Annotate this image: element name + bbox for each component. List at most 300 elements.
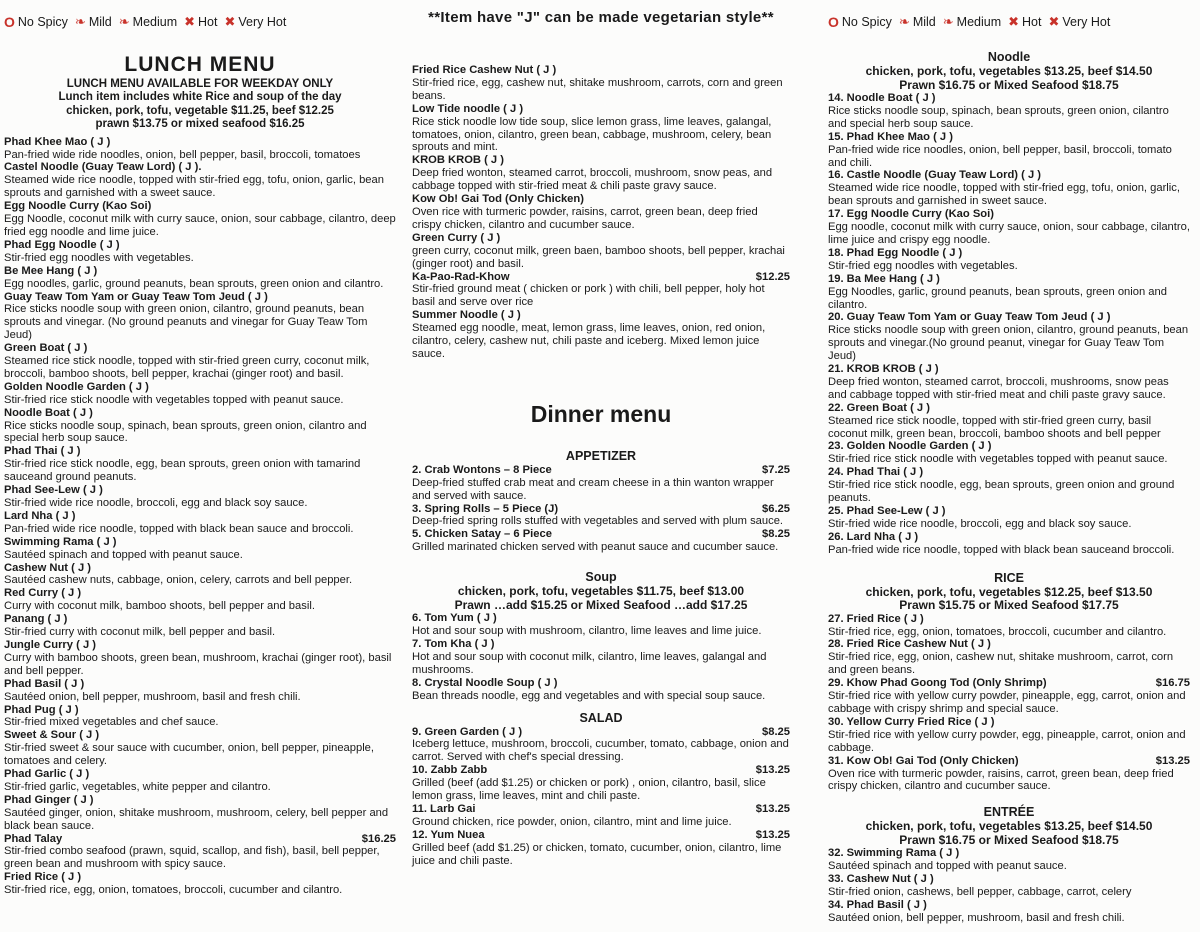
menu-item-description: Steamed wide rice noodle, topped with stir-fried egg, tofu, onion, garlic, bean sprouts and garnished with a sweet sauce.: [4, 174, 384, 200]
menu-item-name: Phad Thai ( J ): [4, 445, 81, 458]
menu-item: [828, 131, 1190, 170]
menu-item-name: 23. Golden Noodle Garden ( J ): [828, 440, 992, 453]
legend-medium: ❧︎ Medium: [118, 14, 178, 29]
lunch-subtitle-1: LUNCH MENU AVAILABLE FOR WEEKDAY ONLY: [66, 78, 334, 90]
menu-item: [4, 200, 396, 239]
lunch-column: [4, 0, 396, 897]
menu-item: [828, 531, 1190, 557]
menu-item-header: [828, 363, 1190, 376]
menu-item-header: [4, 613, 396, 626]
menu-item-header: [828, 466, 1190, 479]
menu-item-description: Pan-fried wide rice noodle, topped with black bean sauceand broccoli.: [828, 543, 1175, 556]
menu-item-name: Guay Teaw Tom Yam or Guay Teaw Tom Jeud ( J ): [4, 290, 268, 303]
menu-item-description: Stir-fried rice stick noodle with vegetables topped with peanut sauce.: [828, 453, 1168, 466]
spice-legend-right: [828, 0, 1190, 40]
menu-item-description: Stir-fried ground meat ( chicken or pork ) with chili, bell pepper, holy hot basil and serve over rice: [412, 283, 765, 309]
middle-column: [412, 0, 790, 868]
menu-item: [412, 803, 790, 829]
menu-item: [412, 528, 790, 554]
menu-item-header: [412, 503, 790, 516]
menu-item: [4, 704, 396, 730]
menu-item-header: [828, 677, 1190, 690]
menu-item-description: Oven rice with turmeric powder, raisins, carrot, green bean, deep fried crispy chicken, cilantro and cucumber sauce.: [828, 767, 1174, 793]
menu-item-header: [412, 677, 790, 690]
noodle-title: Noodle: [987, 50, 1031, 64]
menu-item-header: [828, 440, 1190, 453]
rice-prices-2: Prawn $15.75 or Mixed Seafood $17.75: [899, 598, 1119, 613]
menu-item-name: 3. Spring Rolls – 5 Piece (J): [412, 502, 559, 515]
menu-item: [412, 726, 790, 765]
appetizer-title: APPETIZER: [565, 448, 637, 463]
menu-item-name: Castel Noodle (Guay Teaw Lord) ( J ).: [4, 161, 202, 174]
spice-legend-left: [4, 0, 396, 40]
menu-item: [4, 536, 396, 562]
menu-item: [4, 794, 396, 833]
lunch-subtitle-2: Lunch item includes white Rice and soup of the day: [58, 91, 342, 104]
menu-item-header: [4, 484, 396, 497]
menu-item-header: [412, 309, 790, 322]
menu-item-header: [828, 273, 1190, 286]
menu-item-name: 19. Ba Mee Hang ( J ): [828, 272, 940, 285]
menu-item-header: [828, 402, 1190, 415]
menu-item-header: [4, 407, 396, 420]
noodle-prices-2: Prawn $16.75 or Mixed Seafood $18.75: [899, 77, 1119, 92]
menu-item-header: [828, 638, 1190, 651]
menu-item-header: [4, 161, 396, 174]
appetizer-list: [412, 464, 790, 554]
lunch-prices-2: prawn $13.75 or mixed seafood $16.25: [95, 118, 305, 131]
menu-item-header: [4, 510, 396, 523]
menu-item: [828, 847, 1190, 873]
menu-item-header: [4, 587, 396, 600]
menu-item-name: 14. Noodle Boat ( J ): [828, 92, 936, 104]
menu-item-description: Curry with bamboo shoots, green bean, mushroom, krachai (ginger root), basil and bell pepper.: [4, 651, 392, 677]
menu-item: [412, 309, 790, 361]
menu-item-header: [4, 833, 396, 846]
menu-item-name: Be Mee Hang ( J ): [4, 264, 98, 277]
menu-item-price: $16.25: [361, 832, 396, 845]
legend-no-spicy: O No Spicy: [828, 14, 892, 30]
menu-item-name: 18. Phad Egg Noodle ( J ): [828, 246, 963, 259]
menu-item: [828, 755, 1190, 794]
menu-item-description: Deep fried wonton, steamed carrot, broccoli, mushroom, snow peas, and cabbage topped with stir-fried meat & chili paste gravy sauce.: [412, 167, 773, 193]
menu-item-name: 7. Tom Kha ( J ): [412, 638, 495, 650]
menu-item-description: Grilled beef (add $1.25) or chicken, tomato, cucumber, onion, cilantro, lime juice and chili paste.: [412, 841, 782, 867]
menu-item: [828, 899, 1190, 925]
menu-item-header: [412, 154, 790, 167]
menu-item: [828, 169, 1190, 208]
menu-item: [412, 677, 790, 703]
menu-item-name: Phad See-Lew ( J ): [4, 484, 103, 497]
menu-item-description: Stir-fried rice with yellow curry powder, egg, pineapple, carrot, onion and cabbage.: [828, 728, 1186, 754]
menu-item-name: Phad Talay: [4, 832, 63, 845]
menu-item-name: 29. Khow Phad Goong Tod (Only Shrimp): [828, 677, 1047, 690]
menu-item-header: [4, 239, 396, 252]
menu-item-header: [828, 92, 1190, 105]
menu-item-description: Stir-fried garlic, vegetables, white pepper and cilantro.: [4, 780, 271, 793]
menu-item-description: Stir-fried egg noodles with vegetables.: [4, 251, 194, 264]
menu-item: [4, 613, 396, 639]
menu-item-description: Stir-fried rice with yellow curry powder, pineapple, egg, carrot, onion and cabbage with crispy shrimp and special sauce.: [828, 690, 1186, 715]
menu-item-description: Stir-fried sweet & sour sauce with cucumber, onion, bell pepper, pineapple, tomatoes and celery.: [4, 742, 375, 768]
menu-item-description: Egg Noodle, coconut milk with curry sauce, onion, sour cabbage, cilantro, deep fried egg noodle and lime juice.: [4, 213, 396, 238]
menu-item: [828, 363, 1190, 402]
menu-item: [4, 833, 396, 872]
menu-item: [4, 678, 396, 704]
menu-item-name: 25. Phad See-Lew ( J ): [828, 505, 946, 517]
menu-item-description: Stir-fried rice stick noodle with vegetables topped with peanut sauce.: [4, 393, 344, 406]
menu-item: [4, 768, 396, 794]
menu-item-name: Phad Ginger ( J ): [4, 793, 94, 806]
lunch-title: LUNCH MENU: [124, 53, 276, 76]
entree-prices-1: chicken, pork, tofu, vegetables $13.25, beef $14.50: [865, 819, 1153, 834]
menu-item-header: [412, 726, 790, 739]
menu-item: [4, 161, 396, 200]
menu-item-header: [4, 562, 396, 575]
menu-item-price: $13.25: [755, 764, 790, 777]
menu-item-header: [4, 871, 396, 884]
menu-item-name: 26. Lard Nha ( J ): [828, 530, 919, 543]
menu-item-header: [4, 704, 396, 717]
menu-item-description: Pan-fried wide rice noodle, topped with black bean sauce and broccoli.: [4, 522, 354, 535]
menu-item-description: Stir-fried rice, egg, onion, cashew nut, shitake mushroom, carrot, corn and green beans.: [828, 651, 1174, 677]
menu-item-name: 17. Egg Noodle Curry (Kao Soi): [828, 208, 994, 221]
legend-hot: ✖ Hot: [184, 14, 218, 29]
menu-item-name: 27. Fried Rice ( J ): [828, 612, 924, 625]
menu-item-description: Sautéed spinach and topped with peanut sauce.: [4, 548, 243, 561]
menu-item-name: Phad Basil ( J ): [4, 677, 85, 690]
menu-item-description: Stir-fried wide rice noodle, broccoli, egg and black soy sauce.: [4, 497, 308, 509]
menu-item-description: Steamed rice stick noodle, topped with stir-fried green curry, coconut milk, broccoli, bamboo shoots, bell pepper, krachai (ginger root) and basil.: [4, 355, 370, 380]
menu-item-description: Rice sticks noodle soup, spinach, bean sprouts, green onion, cilantro and special herb soup sauce.: [4, 419, 367, 445]
menu-item-header: [412, 612, 790, 625]
menu-item-description: Rice sticks noodle soup, spinach, bean sprouts, green onion, cilantro and special herb soup sauce.: [828, 104, 1169, 130]
menu-item-description: Grilled (beef (add $1.25) or chicken or pork) , onion, cilantro, basil, slice lemon grass, lime leaves, mint and chili paste.: [412, 777, 766, 803]
menu-item-header: [828, 169, 1190, 182]
salad-list: [412, 726, 790, 868]
menu-item-description: Egg Noodles, garlic, ground peanuts, bean sprouts, green onion and cilantro.: [828, 285, 1167, 311]
menu-item-price: $6.25: [762, 502, 790, 515]
menu-item: [4, 871, 396, 897]
menu-item-header: [4, 136, 396, 149]
menu-item-name: Ka-Pao-Rad-Khow: [412, 270, 510, 283]
menu-item: [828, 505, 1190, 531]
menu-item-name: 20. Guay Teaw Tom Yam or Guay Teaw Tom Jeud ( J ): [828, 311, 1111, 324]
hot-pepper-icon: ✖: [1008, 14, 1020, 29]
menu-item-price: $13.25: [755, 802, 790, 815]
menu-item: [4, 342, 396, 381]
menu-item-header: [828, 247, 1190, 260]
menu-item: [828, 273, 1190, 312]
menu-item-header: [828, 613, 1190, 626]
menu-item-description: Stir-fried onion, cashews, bell pepper, cabbage, carrot, celery: [828, 886, 1132, 899]
menu-item-description: Sautéed ginger, onion, shitake mushroom, mushroom, celery, bell pepper and black bean sauce.: [4, 806, 389, 832]
menu-item-description: Pan-fried wide ride noodles, onion, bell pepper, basil, broccoli, tomatoes: [4, 148, 361, 161]
menu-item-name: 24. Phad Thai ( J ): [828, 466, 924, 479]
menu-item: [412, 503, 790, 529]
menu-item: [828, 613, 1190, 639]
menu-item-header: [412, 103, 790, 116]
menu-item-header: [4, 200, 396, 213]
soup-prices-2: Prawn …add $15.25 or Mixed Seafood …add $17.25: [454, 597, 748, 612]
menu-item-price: $7.25: [762, 463, 790, 476]
menu-item-name: Summer Noodle ( J ): [412, 309, 521, 322]
legend-very-hot: ✖ Very Hot: [1048, 14, 1111, 29]
menu-item-name: Jungle Curry ( J ): [4, 638, 97, 651]
menu-item-header: [4, 678, 396, 691]
menu-item: [412, 638, 790, 677]
legend-no-spicy: O No Spicy: [4, 14, 68, 30]
menu-item-header: [412, 829, 790, 842]
vegetarian-banner: **Item have "J" can be made vegetarian style**: [428, 9, 774, 26]
menu-item-price: $8.25: [762, 528, 790, 541]
menu-item-header: [4, 342, 396, 355]
menu-item-name: Lard Nha ( J ): [4, 509, 76, 522]
very-hot-pepper-icon: ✖: [224, 14, 236, 29]
menu-item-price: $13.25: [755, 828, 790, 841]
menu-item-header: [828, 208, 1190, 221]
menu-item: [4, 239, 396, 265]
menu-item-description: Stir-fried rice stick noodle, egg, bean sprouts, green onion with tamarind sauceand ground peanuts.: [4, 458, 361, 484]
medium-pepper-icon: ❧︎: [942, 14, 954, 29]
menu-item-description: Egg noodles, garlic, ground peanuts, bean sprouts, green onion and cilantro.: [4, 277, 384, 290]
menu-item-header: [4, 536, 396, 549]
menu-item-name: 22. Green Boat ( J ): [828, 401, 930, 414]
hot-pepper-icon: ✖: [184, 14, 196, 29]
menu-item: [828, 677, 1190, 716]
menu-item-price: $16.75: [1155, 677, 1190, 690]
soup-prices-1: chicken, pork, tofu, vegetables $11.75, beef $13.00: [457, 584, 745, 599]
menu-item-header: [4, 291, 396, 304]
menu-item-name: 10. Zabb Zabb: [412, 764, 488, 777]
menu-item-name: Red Curry ( J ): [4, 587, 82, 600]
menu-item-name: 16. Castle Noodle (Guay Teaw Lord) ( J ): [828, 169, 1042, 182]
menu-item-name: Green Curry ( J ): [412, 231, 501, 244]
menu-item: [4, 484, 396, 510]
menu-item: [4, 265, 396, 291]
menu-item-description: Rice sticks noodle soup with green onion, cilantro, ground peanuts, bean sprouts and vinegar.(No ground peanut, vinegar for Guay Teaw Tom Jeud): [828, 324, 1189, 363]
mild-pepper-icon: ❧: [74, 14, 86, 29]
menu-item-description: Rice stick noodle low tide soup, slice lemon grass, lime leaves, galangal, tomatoes, onion, cilantro, green bean, cabbage, mushroom, celery, bean sprouts and mint.: [412, 115, 772, 154]
legend-medium: ❧︎ Medium: [942, 14, 1002, 29]
menu-item: [4, 562, 396, 588]
menu-item-price: $12.25: [755, 270, 790, 283]
menu-item-name: Phad Pug ( J ): [4, 703, 79, 716]
menu-item: [828, 247, 1190, 273]
menu-item-header: [828, 131, 1190, 144]
menu-item-description: Deep-fried stuffed crab meat and cream cheese in a thin wanton wrapper and served with sauce.: [412, 476, 774, 502]
menu-item-name: 9. Green Garden ( J ): [412, 725, 523, 738]
entree-title: ENTRÉE: [983, 805, 1035, 820]
menu-item-name: Fried Rice ( J ): [4, 871, 82, 884]
menu-item-name: Swimming Rama ( J ): [4, 535, 117, 548]
menu-item-name: 6. Tom Yum ( J ): [412, 612, 497, 625]
menu-item-header: [4, 794, 396, 807]
menu-item-name: Egg Noodle Curry (Kao Soi): [4, 200, 152, 213]
menu-item-description: green curry, coconut milk, green baen, bamboo shoots, bell pepper, krachai (ginger root) and basil.: [412, 244, 785, 270]
menu-item-description: Hot and sour soup with coconut milk, cilantro, lime leaves, galangal and mushrooms.: [412, 650, 767, 676]
menu-item-name: 12. Yum Nuea: [412, 828, 485, 841]
menu-item-name: 32. Swimming Rama ( J ): [828, 847, 960, 860]
menu-item-name: 33. Cashew Nut ( J ): [828, 873, 934, 886]
menu-item-price: $8.25: [762, 725, 790, 738]
no-spicy-icon: O: [4, 14, 15, 30]
menu-item-name: 11. Larb Gai: [412, 802, 476, 815]
menu-item-name: Phad Khee Mao ( J ): [4, 135, 111, 148]
menu-item-description: Steamed egg noodle, meat, lemon grass, lime leaves, onion, red onion, cilantro, celery, cashew nut, chili paste and iceberg. Mixed lemon juice sauce.: [412, 322, 766, 360]
menu-item: [412, 193, 790, 232]
menu-item-header: [412, 64, 790, 77]
menu-item: [4, 381, 396, 407]
rice-prices-1: chicken, pork, tofu, vegetables $12.25, beef $13.50: [865, 584, 1153, 599]
menu-item: [412, 612, 790, 638]
menu-item: [4, 587, 396, 613]
menu-item-name: KROB KROB ( J ): [412, 154, 504, 167]
lunch-header: [4, 52, 396, 132]
rice-title: RICE: [994, 570, 1024, 585]
menu-item: [4, 136, 396, 162]
dinner-column: [828, 0, 1190, 925]
menu-item-header: [412, 528, 790, 541]
menu-item: [412, 829, 790, 868]
menu-item-name: 28. Fried Rice Cashew Nut ( J ): [828, 638, 991, 651]
medium-pepper-icon: ❧︎: [118, 14, 130, 29]
menu-item-description: Sautéed spinach and topped with peanut sauce.: [828, 860, 1067, 873]
menu-item-name: Golden Noodle Garden ( J ): [4, 380, 149, 393]
menu-item-description: Bean threads noodle, egg and vegetables and with special soup sauce.: [412, 689, 766, 702]
menu-item-header: [828, 505, 1190, 518]
menu-item-header: [4, 768, 396, 781]
menu-item-name: 2. Crab Wontons – 8 Piece: [412, 463, 552, 476]
menu-item-description: Stir-fried combo seafood (prawn, squid, scallop, and fish), basil, bell pepper, green bean and mushroom with spicy sauce.: [4, 845, 380, 871]
menu-item-description: Stir-fried rice stick noodle, egg, bean sprouts, green onion and ground peanuts.: [828, 479, 1175, 505]
menu-item-header: [4, 639, 396, 652]
menu-item-description: Steamed wide rice noodle, topped with stir-fried egg, tofu, onion, garlic, bean sprouts and garnished in sweet sauce.: [828, 182, 1180, 208]
menu-item-name: 34. Phad Basil ( J ): [828, 898, 927, 911]
menu-item-name: 5. Chicken Satay – 6 Piece: [412, 528, 552, 541]
menu-item: [412, 232, 790, 271]
menu-item-header: [4, 445, 396, 458]
menu-item-description: Grilled marinated chicken served with peanut sauce and cucumber sauce.: [412, 541, 779, 554]
menu-item-description: Stir-fried wide rice noodle, broccoli, egg and black soy sauce.: [828, 517, 1132, 530]
menu-item: [828, 311, 1190, 363]
menu-item: [4, 291, 396, 343]
menu-item-description: Deep fried wonton, steamed carrot, broccoli, mushrooms, snow peas and cabbage topped with stir-fried meat and chili paste gravy sauce.: [828, 375, 1169, 401]
menu-item: [828, 440, 1190, 466]
mild-pepper-icon: ❧: [898, 14, 910, 29]
menu-item-name: Sweet & Sour ( J ): [4, 729, 100, 742]
menu-item: [828, 466, 1190, 505]
menu-item: [4, 445, 396, 484]
menu-item-name: Green Boat ( J ): [4, 342, 88, 355]
menu-item-name: Kow Ob! Gai Tod (Only Chicken): [412, 193, 584, 206]
menu-item-description: Sautéed onion, bell pepper, mushroom, basil and fresh chili.: [4, 690, 301, 703]
menu-item-name: 30. Yellow Curry Fried Rice ( J ): [828, 715, 995, 728]
menu-item-name: 15. Phad Khee Mao ( J ): [828, 130, 953, 143]
salad-title: SALAD: [579, 710, 623, 725]
menu-item: [828, 208, 1190, 247]
menu-item-name: Fried Rice Cashew Nut ( J ): [412, 64, 557, 76]
menu-item-header: [412, 232, 790, 245]
menu-item-description: Steamed rice stick noodle, topped with stir-fried green curry, basil coconut milk, green bean, broccoli, bamboo shoots and bell pepper: [828, 414, 1161, 440]
no-spicy-icon: O: [828, 14, 839, 30]
menu-item: [4, 407, 396, 446]
menu-item-description: Stir-fried mixed vegetables and chef sauce.: [4, 716, 219, 729]
menu-item-name: 8. Crystal Noodle Soup ( J ): [412, 676, 558, 689]
menu-item-name: 31. Kow Ob! Gai Tod (Only Chicken): [828, 754, 1019, 767]
menu-item-description: Stir-fried rice, egg, cashew nut, shitake mushroom, carrots, corn and green beans.: [412, 76, 783, 102]
soup-list: [412, 612, 790, 702]
lunch-item-list: [4, 136, 396, 897]
menu-item-header: [828, 873, 1190, 886]
menu-item: [828, 402, 1190, 441]
menu-item-description: Stir-fried egg noodles with vegetables.: [828, 259, 1018, 272]
menu-item-header: [4, 381, 396, 394]
menu-item-description: Ground chicken, rice powder, onion, cilantro, mint and lime juice.: [412, 815, 732, 828]
menu-item: [4, 639, 396, 678]
menu-item: [4, 729, 396, 768]
entree-list: [828, 847, 1190, 924]
noodle-list: [828, 92, 1190, 557]
menu-item-header: [412, 803, 790, 816]
menu-item-description: Pan-fried wide rice noodles, onion, bell pepper, basil, broccoli, tomato and chili.: [828, 143, 1172, 169]
lunch-cont-list: [412, 64, 790, 361]
menu-item-header: [412, 464, 790, 477]
menu-item-description: Curry with coconut milk, bamboo shoots, bell pepper and basil.: [4, 600, 315, 613]
menu-item: [412, 271, 790, 310]
very-hot-pepper-icon: ✖: [1048, 14, 1060, 29]
menu-item-header: [4, 265, 396, 278]
menu-item-header: [412, 193, 790, 206]
menu-item-header: [828, 899, 1190, 912]
menu-item-description: Iceberg lettuce, mushroom, broccoli, cucumber, tomato, cabbage, onion and carrot. Served with chef's special dressing.: [412, 738, 789, 764]
entree-prices-2: Prawn $16.75 or Mixed Seafood $18.75: [899, 832, 1119, 847]
menu-item-header: [828, 716, 1190, 729]
menu-item-description: Stir-fried curry with coconut milk, bell pepper and basil.: [4, 626, 276, 639]
dinner-title: Dinner menu: [530, 400, 672, 427]
menu-item-name: 21. KROB KROB ( J ): [828, 363, 939, 376]
menu-item-description: Rice sticks noodle soup with green onion, cilantro, ground peanuts, bean sprouts and vinegar. (No ground peanuts and vinegar for Guay Teaw Tom Jeud): [4, 303, 368, 342]
menu-item: [4, 510, 396, 536]
menu-item-description: Deep-fried spring rolls stuffed with vegetables and served with plum sauce.: [412, 515, 784, 528]
menu-item: [828, 716, 1190, 755]
legend-hot: ✖ Hot: [1008, 14, 1042, 29]
menu-item-description: Egg noodle, coconut milk with curry sauce, onion, sour cabbage, cilantro, lime juice and crispy egg noodle.: [828, 221, 1190, 246]
menu-item-price: $13.25: [1155, 754, 1190, 767]
menu-item: [412, 154, 790, 193]
menu-item-description: Hot and sour soup with mushroom, cilantro, lime leaves and lime juice.: [412, 625, 762, 638]
menu-item-description: Oven rice with turmeric powder, raisins, carrot, green bean, deep fried crispy chicken, cilantro and cucumber sauce.: [412, 205, 758, 231]
menu-item-header: [412, 271, 790, 284]
menu-item-header: [828, 755, 1190, 768]
menu-item-header: [828, 847, 1190, 860]
menu-item: [828, 873, 1190, 899]
menu-item: [828, 638, 1190, 677]
menu-item: [412, 464, 790, 503]
menu-item-name: Phad Garlic ( J ): [4, 768, 90, 781]
menu-item-header: [4, 729, 396, 742]
menu-item-name: Cashew Nut ( J ): [4, 561, 92, 574]
menu-item: [412, 764, 790, 803]
menu-item-header: [828, 311, 1190, 324]
menu-item-description: Stir-fried rice, egg, onion, tomatoes, broccoli, cucumber and cilantro.: [828, 625, 1167, 638]
menu-item-header: [828, 531, 1190, 544]
lunch-prices-1: chicken, pork, tofu, vegetable $11.25, beef $12.25: [66, 104, 334, 117]
legend-mild: ❧ Mild: [898, 14, 936, 29]
menu-item-header: [412, 638, 790, 651]
soup-title: Soup: [585, 570, 617, 585]
rice-list: [828, 613, 1190, 794]
